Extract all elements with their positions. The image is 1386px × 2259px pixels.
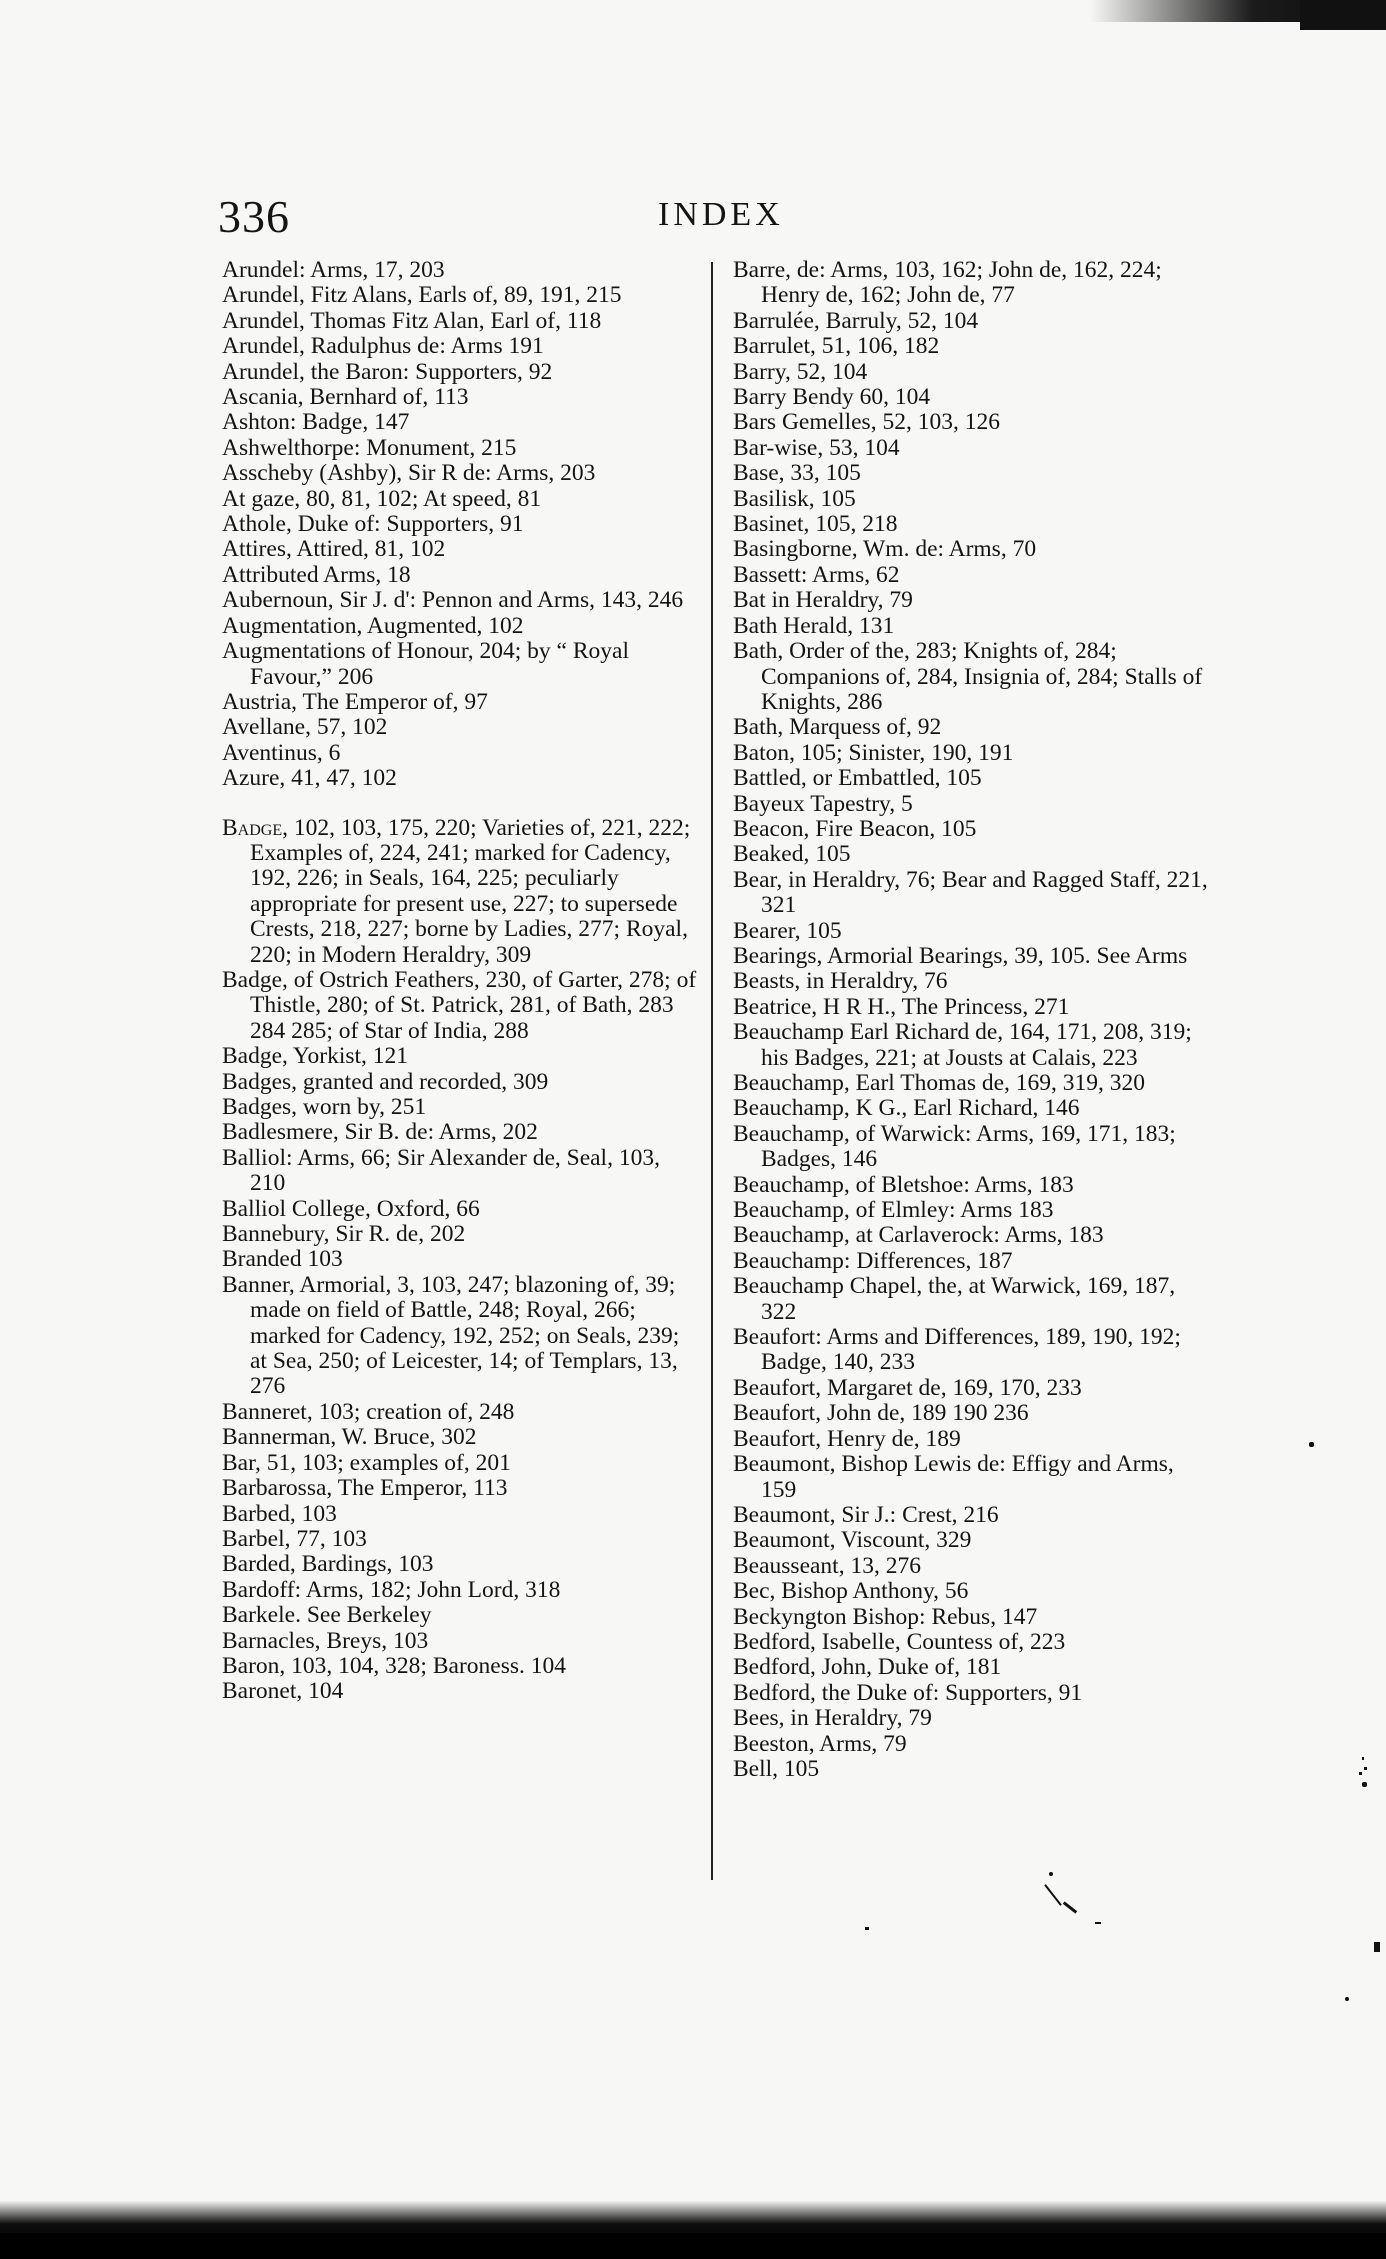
index-entry: Banneret, 103; creation of, 248 [222,1398,515,1425]
index-entry: Basilisk, 105 [733,485,856,512]
index-entry: Beeston, Arms, 79 [733,1730,907,1757]
index-entry: Azure, 41, 47, 102 [222,765,397,792]
ink-speck [1345,1997,1349,2001]
index-entry: Beauchamp, of Elmley: Arms 183 [733,1197,1054,1224]
index-entry: Augmentations of Honour, 204; by “ Royal Favour,” 206 [222,638,629,690]
index-entry: Avellane, 57, 102 [222,714,388,741]
index-entry: Barbarossa, The Emperor, 113 [222,1475,508,1502]
index-entry: Barrulée, Barruly, 52, 104 [733,307,979,334]
index-entry: Beacon, Fire Beacon, 105 [733,815,977,842]
badge-entry-text: , 102, 103, 175, 220; Varieties of, 221, 222; Examples of, 224, 241; marked for Cadency, 192, 226; in Seals, 164, 225; peculiarly appropriate for present use, 227; to supersede Crests, 218, 227; borne by Ladies, 277; Royal, 220; in Modern Heraldry, 309 [250,814,691,968]
index-entry: Baron, 103, 104, 328; Baroness. 104 [222,1652,566,1679]
index-entry: Barry Bendy 60, 104 [733,384,931,411]
index-entry: Beaked, 105 [733,841,851,868]
ink-stroke [1044,1884,1062,1906]
column-divider [711,262,713,1880]
index-entry: Bar, 51, 103; examples of, 201 [222,1449,511,1476]
index-entry: Bardoff: Arms, 182; John Lord, 318 [222,1576,561,1603]
index-entry: Augmentation, Augmented, 102 [222,612,524,639]
index-entry: Beauchamp Chapel, the, at Warwick, 169, 187, 322 [733,1273,1176,1325]
index-entry: Bannebury, Sir R. de, 202 [222,1221,466,1248]
index-entry: Balliol College, Oxford, 66 [222,1195,480,1222]
index-entry: Bars Gemelles, 52, 103, 126 [733,409,1000,436]
index-entry: Beasts, in Heraldry, 76 [733,968,948,995]
index-entry: Aventinus, 6 [222,739,341,766]
index-entry: Banner, Armorial, 3, 103, 247; blazoning of, 39; made on field of Battle, 248; Royal, 266; marked for Cadency, 192, 252; on Seals, 239; at Sea, 250; of Leicester, 14; of Templars, 13, 276 [222,1271,680,1400]
index-entry: Beauchamp, K G., Earl Richard, 146 [733,1095,1080,1122]
index-entry: Basinet, 105, 218 [733,511,898,538]
index-entry: Bayeux Tapestry, 5 [733,790,913,817]
index-entry: Baton, 105; Sinister, 190, 191 [733,739,1014,766]
page-title: INDEX [658,196,784,233]
index-entry: Basingborne, Wm. de: Arms, 70 [733,536,1037,563]
page-number: 336 [218,191,290,242]
ink-speck [1359,1772,1362,1775]
index-entry: Badge, of Ostrich Feathers, 230, of Garter, 278; of Thistle, 280; of St. Patrick, 281, of Bath, 283 284 285; of Star of India, 288 [222,966,697,1044]
index-right-column [733,258,1209,1782]
index-entry: Ashton: Badge, 147 [222,409,410,436]
scan-edge-shadow-top-corner [1300,0,1386,30]
index-entry: Beaufort, Henry de, 189 [733,1425,961,1452]
index-entry: Badlesmere, Sir B. de: Arms, 202 [222,1119,538,1146]
index-entry: Bec, Bishop Anthony, 56 [733,1578,969,1605]
index-entry: Beaufort, John de, 189 190 236 [733,1400,1029,1427]
index-entry: Barbed, 103 [222,1500,337,1527]
index-entry: Bedford, John, Duke of, 181 [733,1654,1002,1681]
index-entry: Badge, Yorkist, 121 [222,1043,409,1070]
index-entry: Badges, granted and recorded, 309 [222,1068,549,1095]
scan-edge-shadow-bottom-solid [0,2233,1386,2259]
ink-speck [1374,1942,1380,1952]
index-entry: Bassett: Arms, 62 [733,561,900,588]
index-entry: Beaufort, Margaret de, 169, 170, 233 [733,1374,1082,1401]
index-entry: Beckyngton Bishop: Rebus, 147 [733,1603,1038,1630]
ink-speck [1095,1922,1101,1924]
page-header [218,190,1248,250]
index-entry: Beaumont, Viscount, 329 [733,1527,972,1554]
index-entry: Bat in Heraldry, 79 [733,587,913,614]
index-entry: Beaumont, Sir J.: Crest, 216 [733,1501,999,1528]
index-entry: Ascania, Bernhard of, 113 [222,384,469,411]
index-entry: Bar-wise, 53, 104 [733,434,900,461]
ink-speck [1049,1872,1053,1876]
index-entry: Ashwelthorpe: Monument, 215 [222,434,517,461]
index-entry: Bear, in Heraldry, 76; Bear and Ragged Staff, 221, 321 [733,866,1208,919]
index-entry: Barded, Bardings, 103 [222,1551,434,1578]
index-entry: Baronet, 104 [222,1678,344,1705]
index-entry: Bell, 105 [733,1755,820,1782]
index-entry: Arundel, Thomas Fitz Alan, Earl of, 118 [222,307,602,334]
index-entry-badge [222,816,700,968]
index-left-column [222,258,700,1705]
index-entry: Beaumont, Bishop Lewis de: Effigy and Arms, 159 [733,1451,1174,1503]
index-entry: Barre, de: Arms, 103, 162; John de, 162, 224; Henry de, 162; John de, 77 [733,257,1162,309]
index-entry: Aubernoun, Sir J. d': Pennon and Arms, 143, 246 [222,587,684,614]
index-entry: Bath, Marquess of, 92 [733,714,942,741]
index-entry: Barrulet, 51, 106, 182 [733,333,940,360]
index-entry: Beausseant, 13, 276 [733,1552,921,1579]
index-entry: Beaufort: Arms and Differences, 189, 190, 192; Badge, 140, 233 [733,1324,1181,1376]
section-gap [222,792,700,816]
index-entry: Arundel, Radulphus de: Arms 191 [222,333,544,360]
index-entry: Athole, Duke of: Supporters, 91 [222,511,524,538]
index-entry: Bearings, Armorial Bearings, 39, 105. See Arms [733,942,1188,969]
index-entry: Beauchamp, of Bletshoe: Arms, 183 [733,1171,1074,1198]
index-entry: Asscheby (Ashby), Sir R de: Arms, 203 [222,460,596,487]
index-entry: Balliol: Arms, 66; Sir Alexander de, Seal, 103, 210 [222,1144,660,1197]
index-entry: Arundel: Arms, 17, 203 [222,257,445,283]
index-entry: Beatrice, H R H., The Princess, 271 [733,993,1070,1020]
index-entry: Bees, in Heraldry, 79 [733,1705,932,1732]
index-entry: Arundel, Fitz Alans, Earls of, 89, 191, 215 [222,282,622,309]
index-entry: Bath Herald, 131 [733,612,895,639]
badge-heading: Badge [222,814,283,841]
index-entry: At gaze, 80, 81, 102; At speed, 81 [222,485,542,512]
index-entry: Beauchamp, Earl Thomas de, 169, 319, 320 [733,1070,1146,1096]
index-entry: Bearer, 105 [733,917,842,944]
index-entry: Bath, Order of the, 283; Knights of, 284; Companions of, 284, Insignia of, 284; Stalls of Knights, 286 [733,638,1203,715]
index-entry: Barnacles, Breys, 103 [222,1627,429,1654]
ink-speck [865,1927,869,1930]
ink-speck [1309,1442,1314,1447]
ink-stroke [1063,1901,1077,1913]
ink-speck [1362,1782,1367,1787]
index-entry: Bedford, Isabelle, Countess of, 223 [733,1628,1066,1655]
index-entry: Bannerman, W. Bruce, 302 [222,1424,477,1451]
index-entry: Branded 103 [222,1246,343,1273]
index-entry: Badges, worn by, 251 [222,1094,427,1120]
index-entry: Beauchamp, at Carlaverock: Arms, 183 [733,1222,1104,1249]
index-entry: Bedford, the Duke of: Supporters, 91 [733,1679,1083,1706]
index-entry: Attires, Attired, 81, 102 [222,536,446,563]
index-entry: Battled, or Embattled, 105 [733,765,982,792]
index-entry: Attributed Arms, 18 [222,561,411,588]
index-entry: Beauchamp Earl Richard de, 164, 171, 208, 319; his Badges, 221; at Jousts at Calais, 223 [733,1019,1192,1071]
index-entry: Beauchamp, of Warwick: Arms, 169, 171, 183; Badges, 146 [733,1120,1176,1173]
index-entry: Arundel, the Baron: Supporters, 92 [222,358,553,385]
index-entry: Barry, 52, 104 [733,358,868,385]
index-entry: Barkele. See Berkeley [222,1602,432,1629]
ink-speck [1364,1767,1367,1770]
ink-speck [1362,1757,1364,1760]
index-entry: Base, 33, 105 [733,460,861,487]
index-entry: Beauchamp: Differences, 187 [733,1247,1013,1274]
index-entry: Barbel, 77, 103 [222,1525,367,1552]
index-entry: Austria, The Emperor of, 97 [222,688,488,715]
